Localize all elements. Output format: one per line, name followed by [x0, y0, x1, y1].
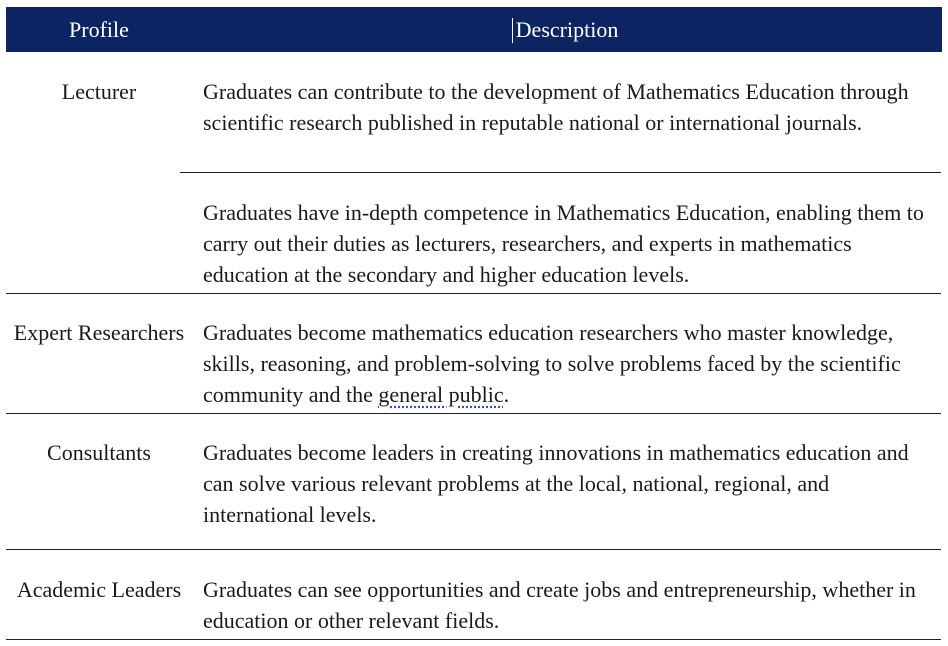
header-description: Description [515, 17, 619, 42]
flagged-phrase: general public [378, 382, 504, 407]
profile-expert-researchers: Expert Researchers [13, 320, 185, 345]
row-divider [6, 549, 941, 550]
row-divider [6, 293, 941, 294]
header-profile: Profile [69, 17, 129, 42]
description-expert-researchers [203, 317, 933, 410]
table-bottom-rule [6, 639, 941, 640]
profile-consultants: Consultants [47, 440, 151, 465]
row-divider [6, 413, 941, 414]
description-academic-leaders: Graduates can see opportunities and create jobs and entrepreneurship, whether in education or other relevant fields. [203, 577, 916, 633]
text-cursor [512, 18, 513, 43]
description-end: . [503, 382, 510, 407]
row-divider-inner [180, 172, 941, 173]
description-consultants: Graduates become leaders in creating innovations in mathematics education and can solve various relevant problems at the local, national, regional, and international levels. [203, 440, 909, 527]
profile-academic-leaders: Academic Leaders [16, 577, 182, 602]
description-lecturer-1: Graduates can contribute to the development of Mathematics Education through scientific research published in reputable national or international journals. [203, 79, 909, 135]
table-header [6, 7, 942, 52]
description-lecturer-2: Graduates have in-depth competence in Mathematics Education, enabling them to carry out their duties as lecturers, researchers, and experts in mathematics education at the secondary and higher education levels. [203, 200, 924, 287]
profile-lecturer: Lecturer [61, 79, 137, 104]
description-text: Graduates become mathematics education researchers who master knowledge, skills, reasoning, and problem-solving to solve problems faced by the scientific community and the [203, 320, 901, 407]
